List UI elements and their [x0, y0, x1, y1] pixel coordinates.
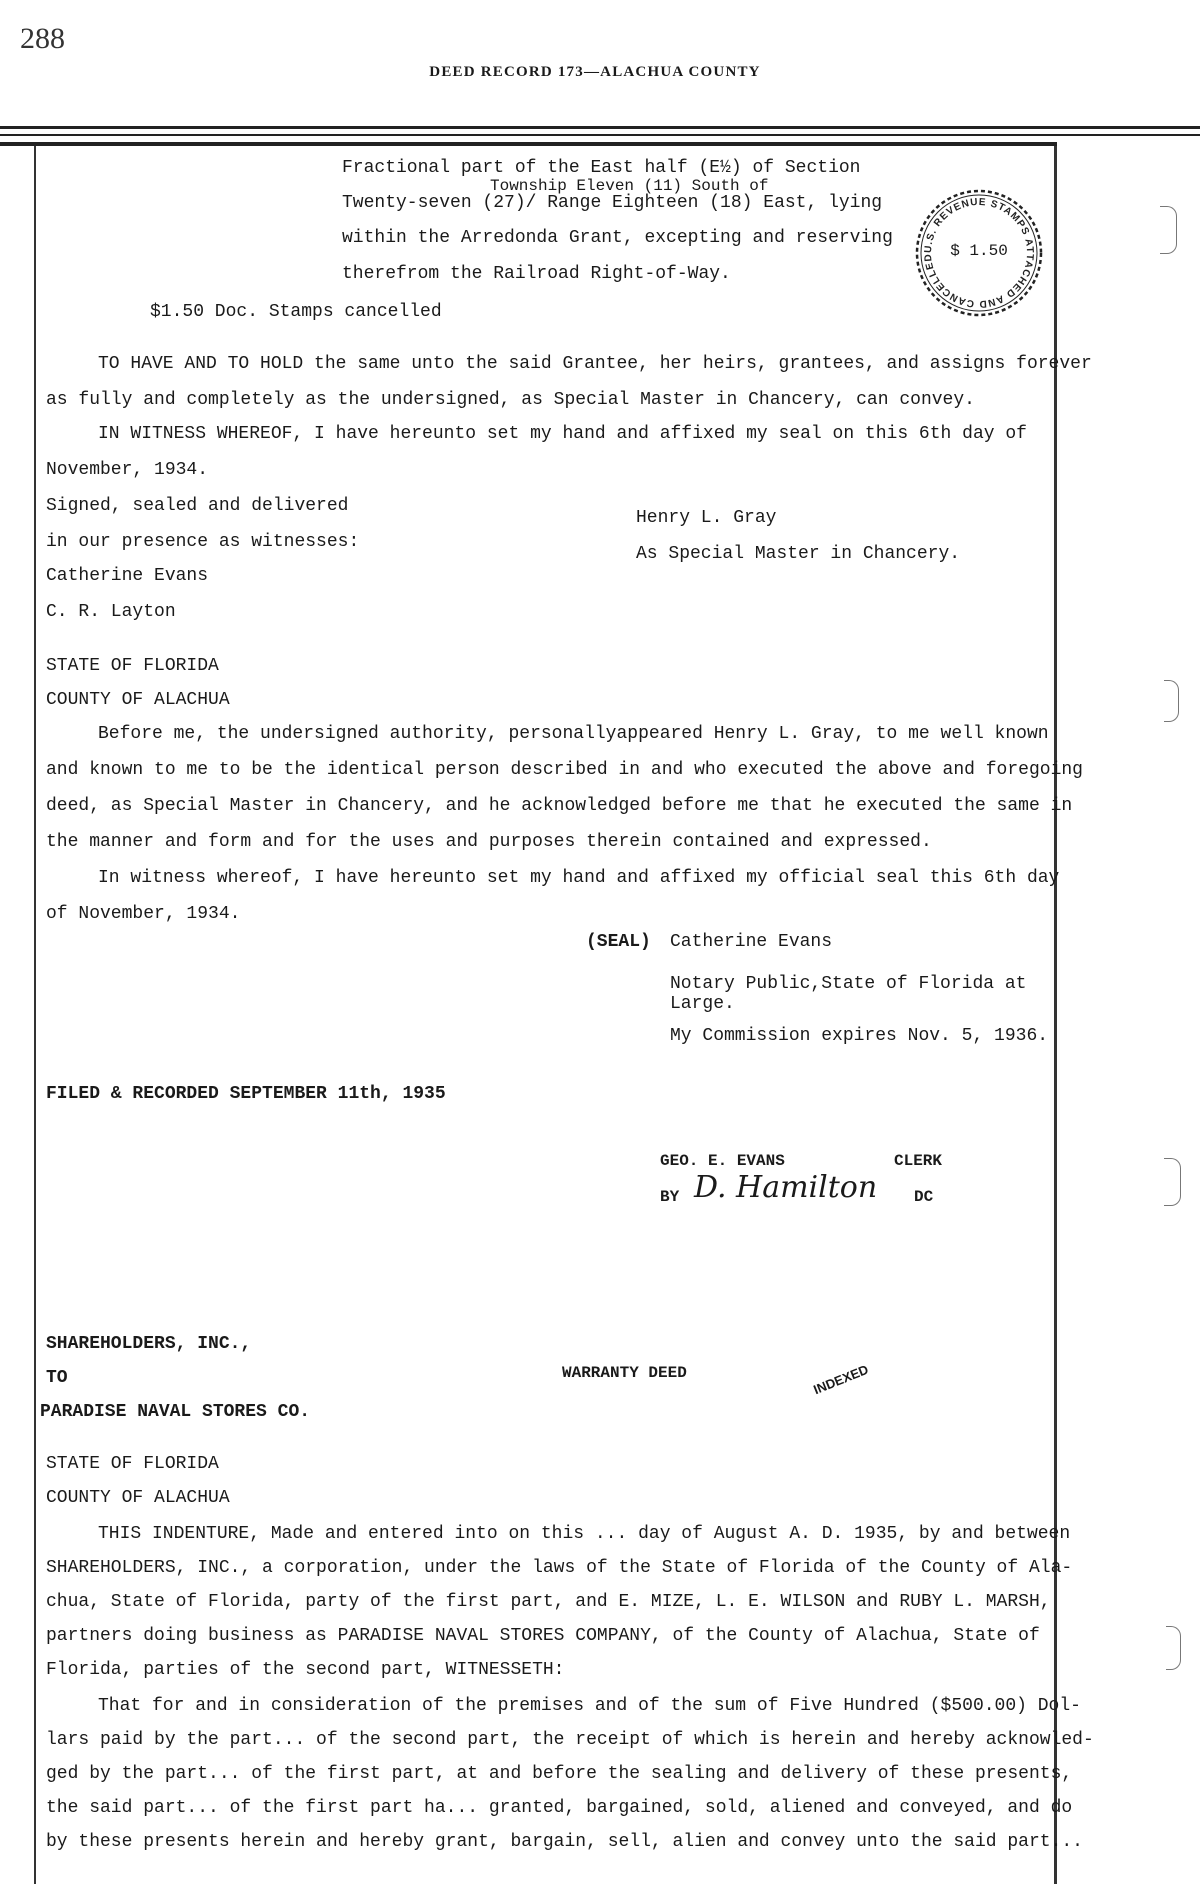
page-number: 288 — [20, 22, 65, 55]
clerk-title: CLERK — [894, 1152, 943, 1170]
indenture-line: Florida, parties of the second part, WITNESSETH: — [46, 1660, 565, 1680]
property-line-2a: Township Eleven (11) South of — [490, 177, 769, 195]
ack-county: COUNTY OF ALACHUA — [46, 690, 230, 710]
property-line-3: within the Arredonda Grant, excepting and reserving — [342, 228, 893, 248]
notary-title-2: Large. — [670, 994, 735, 1014]
second-deed-state: STATE OF FLORIDA — [46, 1454, 219, 1474]
frame-left-border — [34, 146, 36, 1884]
habendum-line-2: as fully and completely as the undersigned, as Special Master in Chancery, can convey. — [46, 390, 975, 410]
ack-line: the manner and form and for the uses and purposes therein contained and expressed. — [46, 832, 932, 852]
frame-right-border — [1054, 146, 1057, 1884]
running-head: DEED RECORD 173—ALACHUA COUNTY — [429, 64, 761, 80]
indenture-line: the said part... of the first part ha... granted, bargained, sold, aliened and conveyed, and do — [46, 1798, 1073, 1818]
binding-hole-mark — [1166, 1626, 1181, 1670]
filing-stamp: FILED & RECORDED SEPTEMBER 11th, 1935 — [46, 1084, 446, 1104]
by-label: BY — [660, 1188, 680, 1206]
indenture-line: partners doing business as PARADISE NAVAL STORES COMPANY, of the County of Alachua, State of — [46, 1626, 1040, 1646]
second-deed-grantor: SHAREHOLDERS, INC., — [46, 1334, 252, 1354]
indenture-line: THIS INDENTURE, Made and entered into on this ... day of August A. D. 1935, by and between — [98, 1524, 1071, 1544]
witness-name-2: C. R. Layton — [46, 602, 176, 622]
notary-seal-label: (SEAL) — [586, 932, 651, 952]
ack-line: deed, as Special Master in Chancery, and he acknowledged before me that he executed the same in — [46, 796, 1073, 816]
stamp-value: $ 1.50 — [950, 242, 1008, 260]
witness-name-1: Catherine Evans — [46, 566, 209, 586]
testimonium-line-2: November, 1934. — [46, 460, 209, 480]
indenture-line: SHAREHOLDERS, INC., a corporation, under the laws of the State of Florida of the County of Ala- — [46, 1558, 1073, 1578]
habendum-line-1: TO HAVE AND TO HOLD the same unto the said Grantee, her heirs, grantees, and assigns forever — [98, 354, 1092, 374]
property-line-2b: Twenty-seven (27)/ Range Eighteen (18) East, lying — [342, 193, 883, 213]
testimonium-line-1: IN WITNESS WHEREOF, I have hereunto set my hand and affixed my seal on this 6th day of — [98, 424, 1027, 444]
second-deed-county: COUNTY OF ALACHUA — [46, 1488, 230, 1508]
doc-stamps-note: $1.50 Doc. Stamps cancelled — [150, 302, 442, 322]
notary-name: Catherine Evans — [670, 932, 833, 952]
header-rule-secondary — [0, 134, 1200, 136]
indenture-line: ged by the part... of the first part, at and before the sealing and delivery of these presents, — [46, 1764, 1073, 1784]
header-rule — [0, 126, 1200, 129]
deputy-clerk-signature: D. Hamilton — [694, 1170, 878, 1205]
second-deed-grantee: PARADISE NAVAL STORES CO. — [40, 1402, 311, 1422]
ack-line: Before me, the undersigned authority, personallyappeared Henry L. Gray, to me well known — [98, 724, 1049, 744]
second-deed-to: TO — [46, 1368, 68, 1388]
indenture-line: chua, State of Florida, party of the first part, and E. MIZE, L. E. WILSON and RUBY L. MARSH, — [46, 1592, 1051, 1612]
binding-hole-mark — [1160, 206, 1177, 254]
ack-line: of November, 1934. — [46, 904, 241, 924]
property-line-4: therefrom the Railroad Right-of-Way. — [342, 264, 731, 284]
indenture-line: by these presents herein and hereby grant, bargain, sell, alien and convey unto the said part... — [46, 1832, 1083, 1852]
property-line-1: Fractional part of the East half (E½) of Section — [342, 158, 861, 178]
dc-label: DC — [914, 1188, 934, 1206]
indexed-stamp: INDEXED — [811, 1361, 871, 1398]
witness-intro-2: in our presence as witnesses: — [46, 532, 360, 552]
grantor-signature-name: Henry L. Gray — [636, 508, 777, 528]
binding-hole-mark — [1164, 1158, 1181, 1206]
binding-hole-mark — [1164, 680, 1179, 722]
notary-title-1: Notary Public,State of Florida at — [670, 974, 1027, 994]
revenue-stamp-seal — [914, 188, 1044, 318]
indenture-line: That for and in consideration of the premises and of the sum of Five Hundred ($500.00) Dol- — [98, 1696, 1081, 1716]
clerk-name: GEO. E. EVANS — [660, 1152, 785, 1170]
witness-intro-1: Signed, sealed and delivered — [46, 496, 349, 516]
grantor-signature-title: As Special Master in Chancery. — [636, 544, 961, 564]
ack-line: In witness whereof, I have hereunto set my hand and affixed my official seal this 6th day — [98, 868, 1060, 888]
notary-commission: My Commission expires Nov. 5, 1936. — [670, 1026, 1049, 1046]
deed-type: WARRANTY DEED — [562, 1364, 687, 1382]
indenture-line: lars paid by the part... of the second part, the receipt of which is herein and hereby acknowled- — [46, 1730, 1094, 1750]
seal-text: U.S. REVENUE STAMPS ATTACHED AND CANCELLED — [922, 196, 1036, 310]
frame-top — [0, 142, 1057, 146]
ack-line: and known to me to be the identical person described in and who executed the above and foregoing — [46, 760, 1083, 780]
ack-state: STATE OF FLORIDA — [46, 656, 219, 676]
